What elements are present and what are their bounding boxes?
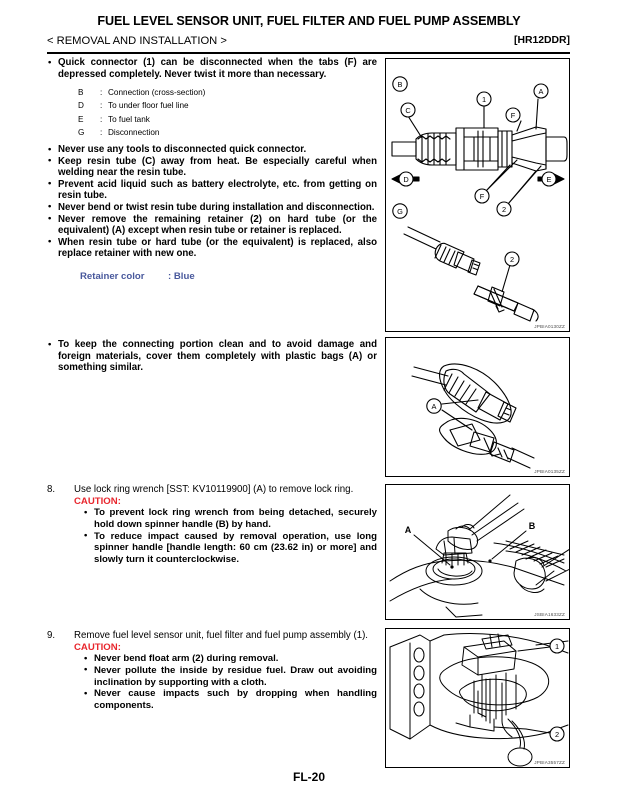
content-column: [47, 57, 377, 282]
page-title: FUEL LEVEL SENSOR UNIT, FUEL FILTER AND FUEL PUMP ASSEMBLY: [97, 14, 521, 28]
legend-key: E: [78, 114, 84, 124]
list-item: [78, 113, 377, 126]
section-breadcrumb: < REMOVAL AND INSTALLATION >: [47, 35, 227, 47]
svg-text:F: F: [510, 111, 516, 120]
svg-text:B: B: [528, 521, 536, 531]
legend-separator: :: [100, 114, 103, 124]
list-item: • When resin tube or hard tube (or the equivalent) is replaced, also replace retainer with new one.: [47, 237, 377, 260]
figure-code: JPBIA0135ZZ: [534, 469, 565, 474]
svg-text:D: D: [403, 175, 409, 184]
svg-text:A: A: [431, 402, 437, 411]
retainer-spec-value: Blue: [173, 270, 195, 282]
notes-top-list: [47, 57, 377, 80]
list-item: • To prevent lock ring wrench from being detached, securely hold down spinner handle (B) by hand.: [83, 507, 377, 530]
figure-code: JPBIA0130ZZ: [534, 324, 565, 329]
list-item: • Never remove the remaining retainer (2) on hard tube (or the equivalent) (A) except when resin tube or retainer is replaced.: [47, 214, 377, 237]
legend-separator: :: [100, 127, 103, 137]
step-number: 8.: [47, 484, 56, 495]
step-lead-text: Remove fuel level sensor unit, fuel filter and fuel pump assembly (1).: [74, 630, 368, 641]
list-item: • Never use any tools to disconnected quick connector.: [47, 144, 377, 156]
step-number: 9.: [47, 630, 56, 641]
notes-bottom-block: [47, 339, 377, 374]
legend-text: To under floor fuel line: [108, 101, 189, 111]
svg-text:1: 1: [554, 642, 560, 651]
retainer-spec-row: [80, 271, 377, 282]
svg-text:2: 2: [509, 255, 515, 264]
legend-block: [78, 86, 377, 139]
legend-text: To fuel tank: [108, 114, 150, 124]
list-item: • To reduce impact caused by removal operation, use long spinner handle [handle length: 60 cm (23.62 in) or more] and slowly turn it counterclockwise.: [83, 531, 377, 566]
legend-separator: :: [100, 101, 103, 111]
step-8: [47, 484, 377, 565]
caution-label: CAUTION:: [74, 641, 121, 653]
retainer-spec-label: Retainer color: [80, 270, 145, 282]
figure-plastic-bag: [385, 337, 570, 477]
svg-text:E: E: [546, 175, 552, 184]
svg-text:C: C: [405, 106, 411, 115]
svg-text:2: 2: [554, 730, 560, 739]
list-item: [78, 86, 377, 99]
header-divider: [47, 52, 570, 54]
engine-code-badge: [HR12DDR]: [514, 35, 570, 46]
retainer-spec-separator: :: [168, 270, 172, 282]
svg-text:2: 2: [501, 205, 507, 214]
list-item: • Never pollute the inside by residue fuel. Draw out avoiding inclination by supporting with a cloth.: [83, 665, 377, 688]
notes-bottom-list: [47, 339, 377, 374]
figure-pump-removal-drawing: [386, 629, 570, 768]
list-item: • Never cause impacts such by dropping when handling components.: [83, 688, 377, 711]
legend-key: B: [78, 88, 84, 98]
figure-code: JSBIA1633ZZ: [534, 612, 565, 617]
step-bullets: [83, 507, 377, 565]
figure-quick-connector-drawing: [386, 59, 570, 332]
legend-key: G: [78, 127, 85, 137]
legend-separator: :: [100, 88, 103, 98]
step-lead-text: Use lock ring wrench [SST: KV10119900] (A) to remove lock ring.: [74, 484, 354, 495]
legend-text: Disconnection: [108, 127, 160, 137]
legend-text: Connection (cross-section): [108, 88, 206, 98]
figure-plastic-bag-drawing: [386, 338, 570, 477]
caution-label: CAUTION:: [74, 495, 121, 507]
svg-text:A: A: [538, 87, 544, 96]
legend-key: D: [78, 101, 84, 111]
list-item: [78, 99, 377, 112]
list-item: [78, 126, 377, 139]
list-item: • To keep the connecting portion clean and to avoid damage and foreign materials, cover them completely with plastic bags (A) or something similar.: [47, 339, 377, 374]
figure-quick-connector: [385, 58, 570, 332]
figure-pump-removal: [385, 628, 570, 768]
svg-text:B: B: [397, 80, 403, 89]
list-item: • Never bend or twist resin tube during installation and disconnection.: [47, 202, 377, 214]
list-item: • Keep resin tube (C) away from heat. Be especially careful when welding near the resin tube.: [47, 156, 377, 179]
step-bullets: [83, 653, 377, 711]
step-9: [47, 630, 377, 711]
svg-text:A: A: [404, 525, 412, 535]
svg-text:1: 1: [481, 95, 487, 104]
svg-text:F: F: [479, 192, 485, 201]
list-item: • Prevent acid liquid such as battery electrolyte, etc. from getting on resin tube.: [47, 179, 377, 202]
figure-code: JPBIA3557ZZ: [534, 760, 565, 765]
list-item: • Quick connector (1) can be disconnected when the tabs (F) are depressed completely. Never twist it more than necessary.: [47, 57, 377, 80]
figure-lock-ring-wrench-drawing: [386, 485, 570, 620]
page-number: FL-20: [292, 770, 325, 784]
figure-lock-ring-wrench: [385, 484, 570, 620]
notes-mid-list: [47, 144, 377, 260]
list-item: • Never bend float arm (2) during removal.: [83, 653, 377, 665]
svg-text:G: G: [397, 207, 403, 216]
